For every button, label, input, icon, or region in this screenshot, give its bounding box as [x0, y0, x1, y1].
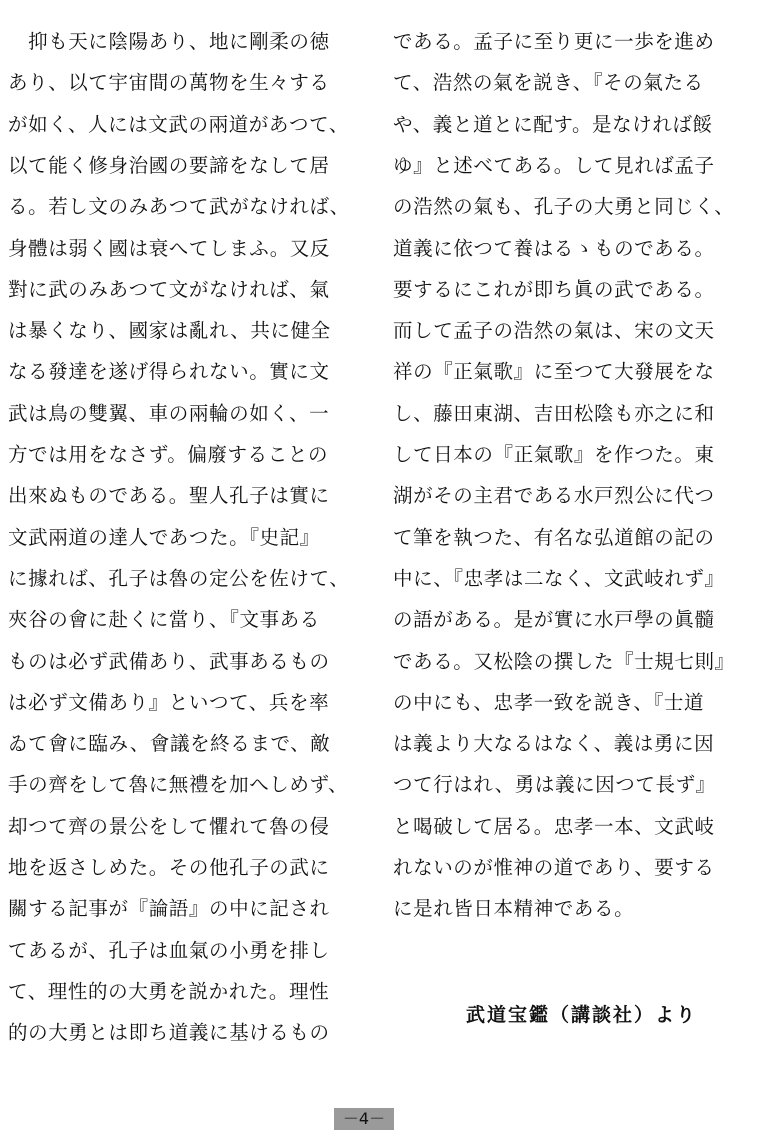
text-line: あり、以て宇宙間の萬物を生々する: [8, 71, 330, 95]
text-line: 方では用をなさず。偏廢することの: [8, 443, 329, 466]
text-line: し、藤田東湖、吉田松陰も亦之に和: [393, 401, 715, 425]
text-line: は暴くなり、國家は亂れ、共に健全: [8, 319, 331, 343]
text-line: る。若し文のみあつて武がなければ、: [8, 195, 350, 219]
text-line: である。又松陰の撰した『士規七則』: [393, 649, 735, 673]
text-line: てあるが、孔子は血氣の小勇を排し: [8, 938, 330, 962]
text-line: て、浩然の氣を説き、『その氣たる: [393, 71, 704, 95]
text-line: 地を返さしめた。その他孔子の武に: [8, 856, 330, 879]
text-line: 夾谷の會に赴くに當り、『文事ある: [8, 608, 320, 632]
text-line: は義より大なるはなく、義は勇に因: [393, 732, 715, 756]
text-line: れないのが惟神の道であり、要する: [393, 856, 715, 879]
text-line: 文武兩道の達人であつた。『史記』: [8, 525, 320, 549]
text-line: は必ず文備あり』といつて、兵を率: [8, 690, 330, 714]
text-line: と喝破して居る。忠孝一本、文武岐: [393, 814, 715, 838]
text-line: である。孟子に至り更に一歩を進め: [393, 30, 715, 53]
text-line: 關する記事が『論語』の中に記され: [8, 897, 330, 921]
text-line: なる發達を遂げ得られない。實に文: [8, 360, 330, 384]
text-line: て、理性的の大勇を説かれた。理性: [8, 979, 330, 1003]
text-line: 而して孟子の浩然の氣は、宋の文天: [393, 319, 715, 343]
text-line: に據れば、孔子は魯の定公を佐けて、: [8, 566, 350, 590]
text-line: 要するにこれが即ち眞の武である。: [393, 277, 715, 301]
text-line: つて行はれ、勇は義に因つて長ず』: [393, 773, 716, 797]
text-line: 中に、『忠孝は二なく、文武岐れず』: [393, 566, 725, 590]
text-line: 手の齊をして魯に無禮を加へしめず、: [8, 773, 349, 797]
text-line: に是れ皆日本精神である。: [393, 897, 635, 921]
page-number: －4－: [334, 1108, 394, 1130]
text-line: や、義と道とに配す。是なければ餒: [393, 112, 713, 136]
text-line: 抑も天に陰陽あり、地に剛柔の徳: [8, 30, 330, 53]
text-line: て筆を執つた、有名な弘道館の記の: [393, 525, 715, 549]
text-line: の中にも、忠孝一致を説き、『士道: [393, 690, 705, 714]
text-line: して日本の『正氣歌』を作つた。東: [393, 443, 715, 466]
text-line: 祥の『正氣歌』に至つて大發展をな: [393, 360, 715, 384]
text-line: の浩然の氣も、孔子の大勇と同じく、: [393, 195, 735, 219]
source-credit: 武道宝鑑（講談社）より: [466, 1004, 698, 1026]
text-line: 以て能く修身治國の要諦をなして居: [8, 153, 330, 177]
text-line: 對に武のみあつて文がなければ、氣: [8, 277, 330, 301]
text-line: 的の大勇とは即ち道義に基けるもの: [8, 1021, 330, 1045]
text-line: ゆ』と述べてある。して見れば孟子: [393, 153, 715, 177]
text-line: 却つて齊の景公をして懼れて魯の侵: [8, 814, 330, 838]
text-line: 道義に依つて養はるゝものである。: [393, 236, 715, 260]
text-line: 出來ぬものである。聖人孔子は實に: [8, 484, 330, 508]
text-line: が如く、人には文武の兩道があつて、: [8, 112, 349, 136]
text-line: 湖がその主君である水戸烈公に代つ: [393, 484, 715, 508]
text-line: ゐて會に臨み、會議を終るまで、敵: [8, 732, 331, 756]
text-line: の語がある。是が實に水戸學の眞髓: [393, 608, 715, 632]
text-line: ものは必ず武備あり、武事あるもの: [8, 649, 330, 673]
text-line: 身體は弱く國は衰へてしまふ。又反: [8, 236, 330, 260]
text-line: 武は鳥の雙翼、車の兩輪の如く、一: [8, 401, 330, 425]
